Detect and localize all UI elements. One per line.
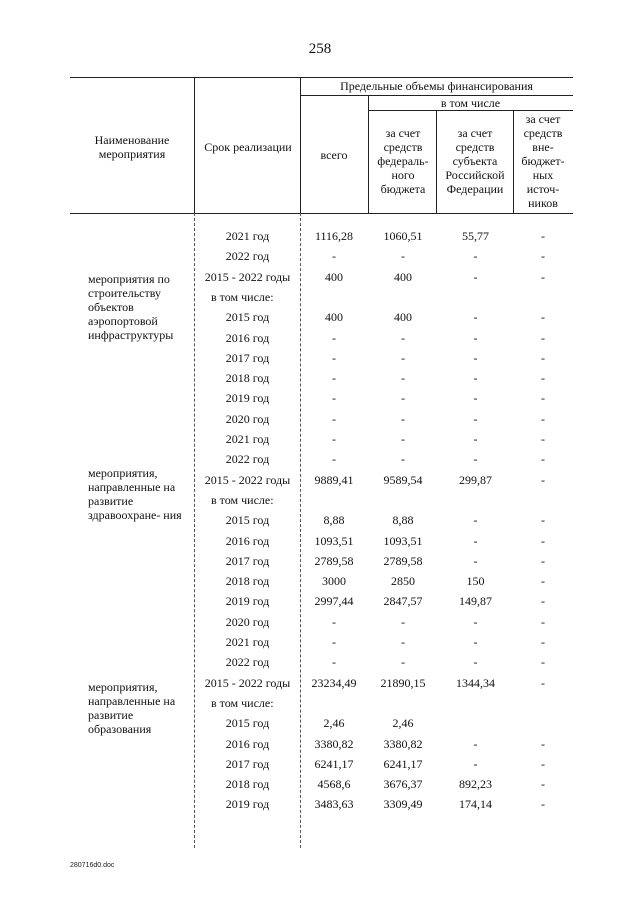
table-row <box>0 348 640 368</box>
row-regional: - <box>473 513 478 528</box>
row-federal: - <box>401 655 405 670</box>
row-federal: 1093,51 <box>383 533 423 548</box>
row-period: 2016 год <box>225 330 270 345</box>
row-period: 2022 год <box>225 452 270 467</box>
row-total: - <box>332 635 336 649</box>
row-period: 2021 год <box>225 635 270 649</box>
row-regional: - <box>473 452 478 467</box>
row-period: 2015 - 2022 годы <box>204 472 291 487</box>
row-period: 2019 год <box>225 797 270 812</box>
row-extrabudget: - <box>541 594 545 609</box>
row-period: 2020 год <box>225 411 270 426</box>
table-row <box>0 429 640 449</box>
row-regional: - <box>473 411 478 426</box>
row-period: 2016 год <box>225 533 270 548</box>
row-extrabudget: - <box>541 229 545 243</box>
including-label: в том числе: <box>211 492 274 507</box>
including-label: в том числе: <box>211 695 274 710</box>
group-name-airport: мероприятия по строительству объектов аэропортовой инфраструктуры <box>88 272 174 342</box>
row-total: - <box>332 614 336 629</box>
row-extrabudget: - <box>541 432 545 446</box>
row-total: 2,46 <box>323 716 345 731</box>
row-federal: - <box>401 411 405 426</box>
row-regional: - <box>473 249 478 264</box>
row-federal: - <box>401 330 405 345</box>
row-regional: - <box>473 371 478 386</box>
table-row <box>0 368 640 388</box>
row-federal: - <box>401 391 405 406</box>
row-period: 2015 год <box>225 716 270 731</box>
row-period: 2021 год <box>225 229 270 243</box>
row-total: - <box>332 432 336 446</box>
table-row <box>0 328 640 348</box>
row-total: 6241,17 <box>314 756 354 771</box>
group-name-health: мероприятия, направленные на развитие здравоохране- ния <box>88 466 182 522</box>
row-total: 400 <box>325 310 343 325</box>
row-extrabudget: - <box>541 350 545 365</box>
header-name: Наименование мероприятия <box>94 133 170 161</box>
row-period: 2015 год <box>225 513 270 528</box>
row-total: - <box>332 391 336 406</box>
row-extrabudget: - <box>541 310 545 325</box>
row-extrabudget: - <box>541 614 545 629</box>
table-row <box>0 734 640 754</box>
row-extrabudget: - <box>541 574 545 589</box>
table-row <box>0 713 640 733</box>
row-total: 3380,82 <box>314 736 354 751</box>
document-filename: 280716d0.doc <box>70 862 115 869</box>
header-total: всего <box>320 148 348 162</box>
row-period: 2020 год <box>225 614 270 629</box>
table-row <box>0 388 640 408</box>
row-federal: - <box>401 614 405 629</box>
header-funding: Предельные объемы финансирования <box>340 79 533 93</box>
row-federal: - <box>401 635 405 649</box>
row-federal: - <box>401 452 405 467</box>
row-federal: - <box>401 249 405 264</box>
row-extrabudget: - <box>541 249 545 264</box>
row-extrabudget: - <box>541 269 545 284</box>
table-row <box>0 307 640 327</box>
row-period: 2021 год <box>225 432 270 446</box>
table-row <box>0 531 640 551</box>
row-regional: - <box>473 736 478 751</box>
row-federal: 1060,51 <box>383 229 423 243</box>
row-regional: - <box>473 655 478 670</box>
row-regional: 1344,34 <box>456 675 495 690</box>
table-row <box>0 246 640 266</box>
row-regional: 149,87 <box>459 594 492 609</box>
header-regional: за счет средств субъекта Российской Федерации <box>445 126 505 196</box>
row-total: - <box>332 655 336 670</box>
row-extrabudget: - <box>541 655 545 670</box>
row-extrabudget: - <box>541 452 545 467</box>
row-period: 2017 год <box>225 756 270 771</box>
table-row <box>0 287 640 307</box>
header-federal: за счет средств федераль- ного бюджета <box>377 126 429 196</box>
table-row <box>0 510 640 530</box>
row-total: 2789,58 <box>314 553 354 568</box>
row-regional: 150 <box>466 574 485 589</box>
row-regional: - <box>473 432 478 446</box>
row-period: 2015 - 2022 годы <box>204 269 291 284</box>
table-row <box>0 267 640 287</box>
group-name-education: мероприятия, направленные на развитие образования <box>88 680 176 736</box>
table-row <box>0 632 640 652</box>
row-federal: 6241,17 <box>383 756 423 771</box>
row-period: 2017 год <box>225 553 270 568</box>
row-total: 400 <box>325 269 343 284</box>
header-including: в том числе <box>440 96 501 110</box>
row-extrabudget: - <box>541 391 545 406</box>
row-period: 2022 год <box>225 655 270 670</box>
page-number: 258 <box>308 41 332 57</box>
row-regional: 174,14 <box>459 797 492 812</box>
row-federal: 2847,57 <box>383 594 423 609</box>
row-period: 2019 год <box>225 391 270 406</box>
row-extrabudget: - <box>541 635 545 649</box>
row-regional: - <box>473 635 478 649</box>
row-extrabudget: - <box>541 553 545 568</box>
row-regional: - <box>473 330 478 345</box>
row-regional: 299,87 <box>459 472 492 487</box>
header-period: Срок реализации <box>204 140 292 154</box>
row-regional: - <box>473 350 478 365</box>
row-total: 1093,51 <box>314 533 354 548</box>
row-regional: 892,23 <box>459 777 492 792</box>
header-extrabudget: за счет средств вне- бюджет- ных источ- ников <box>521 112 565 210</box>
row-federal: - <box>401 432 405 446</box>
row-federal: 2850 <box>391 574 415 589</box>
row-federal: - <box>401 371 405 386</box>
table-row <box>0 673 640 693</box>
row-federal: 2789,58 <box>383 553 423 568</box>
row-total: 2997,44 <box>314 594 354 609</box>
row-extrabudget: - <box>541 736 545 751</box>
row-extrabudget: - <box>541 472 545 487</box>
table-row <box>0 226 640 246</box>
table-row <box>0 774 640 794</box>
row-period: 2019 год <box>225 594 270 609</box>
row-regional: 55,77 <box>462 229 489 243</box>
row-total: 4568,6 <box>317 777 351 792</box>
table-row <box>0 652 640 672</box>
table-row <box>0 470 640 490</box>
row-total: - <box>332 452 336 467</box>
row-federal: 3676,37 <box>383 777 423 792</box>
row-total: - <box>332 330 336 345</box>
row-extrabudget: - <box>541 675 545 690</box>
row-regional: - <box>473 533 478 548</box>
table-row <box>0 693 640 713</box>
row-period: 2017 год <box>225 350 270 365</box>
row-regional: - <box>473 553 478 568</box>
row-total: 9889,41 <box>314 472 354 487</box>
row-total: 1116,28 <box>314 229 354 243</box>
table-row <box>0 591 640 611</box>
row-period: 2022 год <box>225 249 270 264</box>
row-extrabudget: - <box>541 371 545 386</box>
row-regional: - <box>473 310 478 325</box>
row-federal: 400 <box>394 310 412 325</box>
row-extrabudget: - <box>541 533 545 548</box>
row-federal: 9589,54 <box>383 472 423 487</box>
row-regional: - <box>473 756 478 771</box>
row-extrabudget: - <box>541 756 545 771</box>
row-regional: - <box>473 391 478 406</box>
row-period: 2018 год <box>225 371 270 386</box>
table-row <box>0 571 640 591</box>
row-period: 2018 год <box>225 574 270 589</box>
row-extrabudget: - <box>541 330 545 345</box>
table-row <box>0 409 640 429</box>
table-row <box>0 449 640 469</box>
row-federal: 3309,49 <box>383 797 423 812</box>
row-federal: - <box>401 350 405 365</box>
row-extrabudget: - <box>541 411 545 426</box>
table-row <box>0 490 640 510</box>
table-row <box>0 612 640 632</box>
row-period: 2015 - 2022 годы <box>204 675 291 690</box>
row-total: 3483,63 <box>314 797 354 812</box>
row-total: - <box>332 371 336 386</box>
row-total: - <box>332 249 336 264</box>
row-federal: 8,88 <box>392 513 414 528</box>
row-total: 8,88 <box>323 513 345 528</box>
row-federal: 400 <box>394 269 412 284</box>
table-row <box>0 551 640 571</box>
row-total: - <box>332 411 336 426</box>
row-period: 2016 год <box>225 736 270 751</box>
row-total: 23234,49 <box>311 675 357 690</box>
table-row <box>0 754 640 774</box>
row-extrabudget: - <box>541 513 545 528</box>
row-period: 2015 год <box>225 310 270 325</box>
row-extrabudget: - <box>541 797 545 812</box>
row-total: - <box>332 350 336 365</box>
row-regional: - <box>473 614 478 629</box>
row-extrabudget: - <box>541 777 545 792</box>
row-total: 3000 <box>322 574 346 589</box>
row-federal: 3380,82 <box>383 736 423 751</box>
row-period: 2018 год <box>225 777 270 792</box>
table-row <box>0 794 640 814</box>
row-regional: - <box>473 269 478 284</box>
row-federal: 2,46 <box>392 716 414 731</box>
including-label: в том числе: <box>211 289 274 304</box>
row-federal: 21890,15 <box>380 675 426 690</box>
